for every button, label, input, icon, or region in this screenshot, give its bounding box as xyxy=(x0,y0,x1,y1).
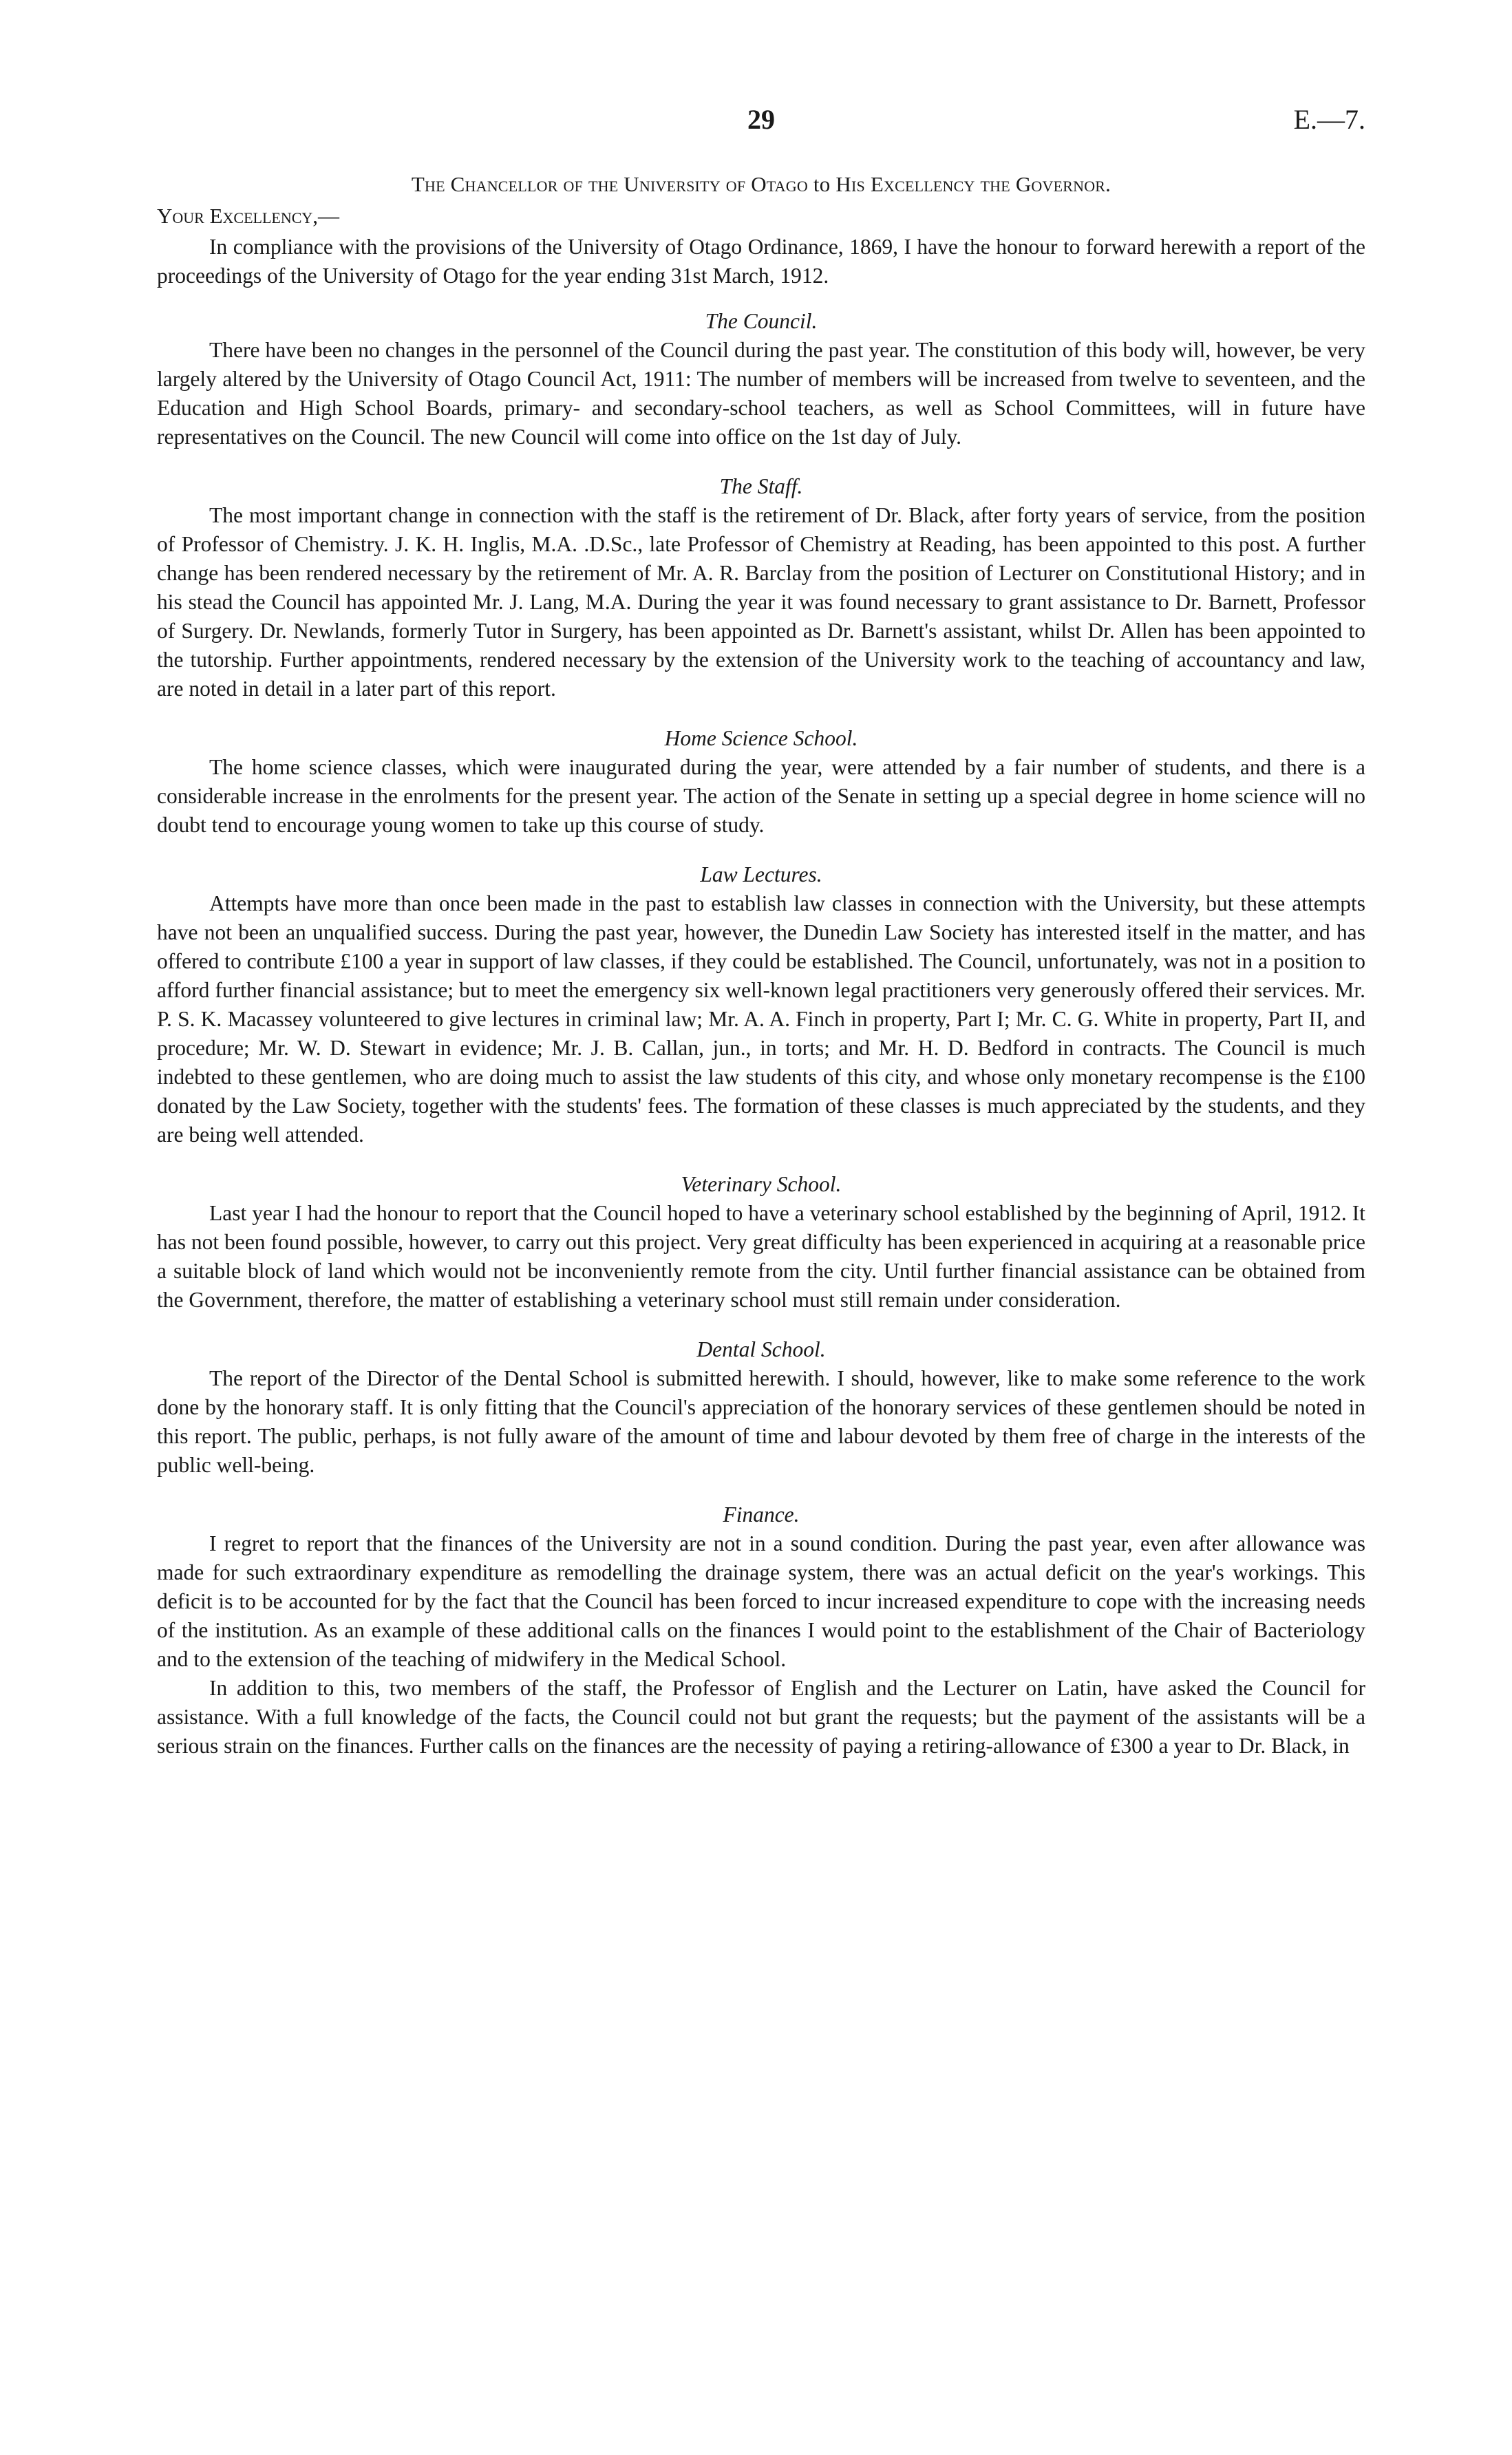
section-heading: Home Science School. xyxy=(664,726,858,750)
intro-paragraph: In compliance with the provisions of the University of Otago Ordinance, 1869, I have the honour to forward herewith a report of the proceedings of the University of Otago for the year ending 31st March, 1912. xyxy=(157,235,1365,288)
section-heading: Veterinary School. xyxy=(681,1172,842,1196)
section-dental xyxy=(157,1335,1365,1480)
section-paragraph: The report of the Director of the Dental School is submitted herewith. I should, however, like to make some reference to the work done by the honorary staff. It is only fitting that the Council's appreciation of the honorary services of these gentlemen should be noted in this report. The public, perhaps, is not fully aware of the amount of time and labour devoted by them free of charge in the interests of the public well-being. xyxy=(157,1366,1365,1477)
letter-title-recipient: His Excellency the Governor. xyxy=(835,172,1111,196)
section-finance xyxy=(157,1500,1365,1761)
section-paragraph: I regret to report that the finances of the University are not in a sound condition. During the past year, even after allowance was made for such extraordinary expenditure as remodelling the drainage system, there was an actual deficit on the year's workings. This deficit is to be accounted for by the fact that the Council has been forced to incur increased expenditure to cope with the increasing needs of the institution. As an example of these additional calls on the finances I would point to the establishment of the Chair of Bacteriology and to the extension of the teaching of midwifery in the Medical School. xyxy=(157,1531,1365,1671)
section-heading: Law Lectures. xyxy=(700,862,822,886)
section-paragraph: Last year I had the honour to report that the Council hoped to have a veterinary school established by the beginning of April, 1912. It has not been found possible, however, to carry out this project. Very great difficulty has been experienced in acquiring at a reasonable price a suitable block of land which would not be inconveniently remote from the city. Until further financial assistance can be obtained from the Government, therefore, the matter of establishing a veterinary school must still remain under consideration. xyxy=(157,1201,1365,1312)
page-header xyxy=(157,103,1365,145)
letter-title-to: to xyxy=(813,172,831,196)
letter-title xyxy=(157,172,1365,197)
section-staff xyxy=(157,472,1365,703)
page-number: 29 xyxy=(747,104,775,135)
letter-title-from: The Chancellor of the University of Otago xyxy=(411,172,808,196)
section-paragraph: The most important change in connection with the staff is the retirement of Dr. Black, after forty years of service, from the position of Professor of Chemistry. J. K. H. Inglis, M.A. .D.Sc., late Professor of Chemistry at Reading, has been appointed to this post. A further change has been rendered necessary by the retirement of Mr. A. R. Barclay from the position of Lecturer on Constitutional History; and in his stead the Council has appointed Mr. J. Lang, M.A. During the year it was found necessary to grant assistance to Dr. Barnett, Professor of Surgery. Dr. Newlands, formerly Tutor in Surgery, has been appointed as Dr. Barnett's assistant, whilst Dr. Allen has been appointed to the tutorship. Further appointments, rendered necessary by the extension of the University work to the teaching of accountancy and law, are noted in detail in a later part of this report. xyxy=(157,503,1365,701)
section-heading: The Staff. xyxy=(719,474,803,498)
section-heading: Finance. xyxy=(723,1502,800,1527)
document-page xyxy=(157,103,1365,1761)
salutation: Your Excellency,— xyxy=(157,204,340,228)
section-heading: Dental School. xyxy=(696,1337,826,1361)
section-home-science xyxy=(157,724,1365,840)
section-paragraph: In addition to this, two members of the staff, the Professor of English and the Lecturer on Latin, have asked the Council for assistance. With a full knowledge of the facts, the Council could not but grant the requests; but the payment of the assistants will be a serious strain on the finances. Further calls on the finances are the necessity of paying a retiring-allowance of £300 a year to Dr. Black, in xyxy=(157,1676,1365,1758)
section-paragraph: Attempts have more than once been made in the past to establish law classes in connection with the University, but these attempts have not been an unqualified success. During the past year, however, the Dunedin Law Society has interested itself in the matter, and has offered to contribute £100 a year in support of law classes, if they could be established. The Council, unfortunately, was not in a position to afford further financial assistance; but to meet the emergency six well-known legal practitioners very generously offered their services. Mr. P. S. K. Macassey volunteered to give lectures in criminal law; Mr. A. A. Finch in property, Part I; Mr. C. G. White in property, Part II, and procedure; Mr. W. D. Stewart in evidence; Mr. J. B. Callan, jun., in torts; and Mr. H. D. Bedford in contracts. The Council is much indebted to these gentlemen, who are doing much to assist the law students of this city, and whose only monetary recompense is the £100 donated by the Law Society, together with the students' fees. The formation of these classes is much appreciated by the students, and they are being well attended. xyxy=(157,891,1365,1147)
series-code: E.—7. xyxy=(1293,104,1365,135)
section-heading: The Council. xyxy=(705,309,818,333)
section-council xyxy=(157,307,1365,451)
section-law-lectures xyxy=(157,860,1365,1149)
section-veterinary xyxy=(157,1170,1365,1315)
section-paragraph: There have been no changes in the personnel of the Council during the past year. The constitution of this body will, however, be very largely altered by the University of Otago Council Act, 1911: The number of members will be increased from twelve to seventeen, and the Education and High School Boards, primary- and secondary-school teachers, as well as School Committees, will in future have representatives on the Council. The new Council will come into office on the 1st day of July. xyxy=(157,338,1365,449)
section-paragraph: The home science classes, which were inaugurated during the year, were attended by a fair number of students, and there is a considerable increase in the enrolments for the present year. The action of the Senate in setting up a special degree in home science will no doubt tend to encourage young women to take up this course of study. xyxy=(157,755,1365,837)
